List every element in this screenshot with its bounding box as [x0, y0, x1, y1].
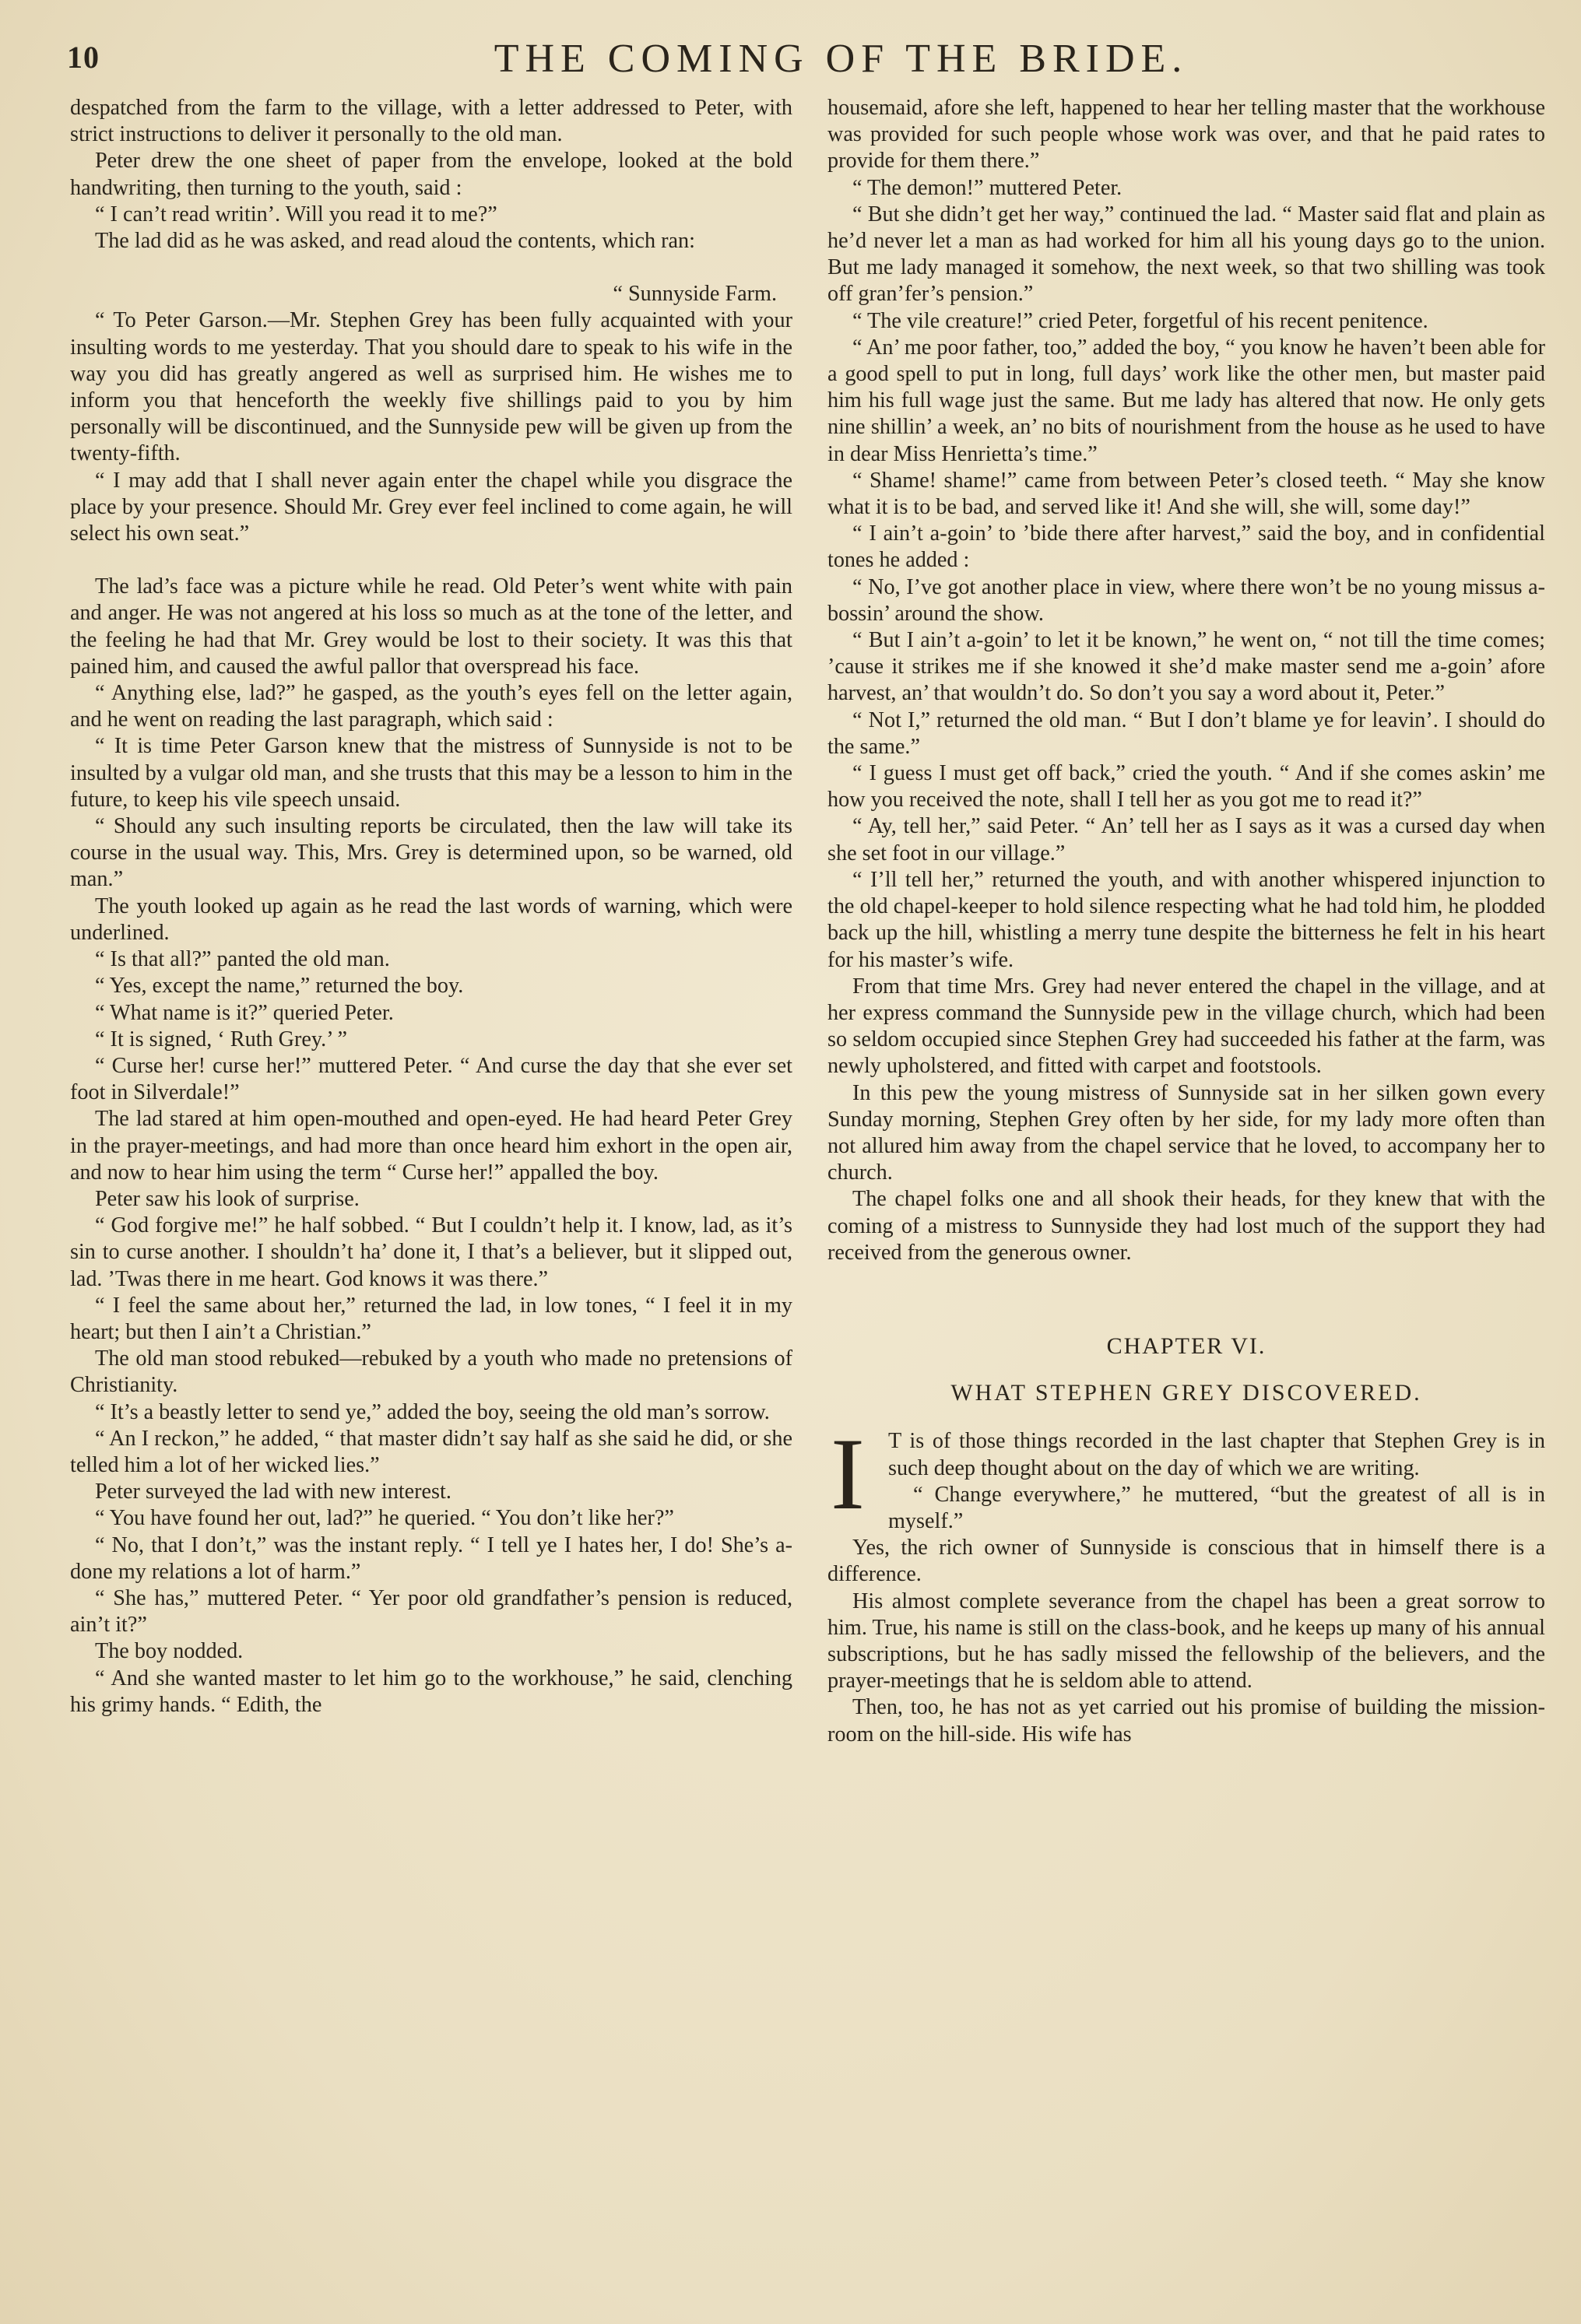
paragraph: “ I guess I must get off back,” cried the youth. “ And if she comes askin’ me how you received the note, shall I tell her as you got me to read it?”: [827, 761, 1545, 813]
paragraph: “ But she didn’t get her way,” continued the lad. “ Master said flat and plain as he’d never let a man as had worked for him all his young days go to the union. But me lady managed it somehow, the next week, so that two shilling was took off gran’fer’s pension.”: [827, 202, 1545, 307]
paragraph: In this pew the young mistress of Sunnyside sat in her silken gown every Sunday morning, Stephen Grey often by her side, for my lady more often than not allured him away from the chapel service that he loved, to accompany her to church.: [827, 1080, 1545, 1185]
paragraph: “ God forgive me!” he half sobbed. “ But I couldn’t help it. I know, lad, as it’s sin to curse another. I shouldn’t ha’ done it, I that’s a believer, but it slipped out, lad. ’Twas there in me heart. God knows it was there.”: [70, 1213, 792, 1291]
paragraph: From that time Mrs. Grey had never entered the chapel in the village, and at her express command the Sunnyside pew in the village church, which had been so seldom occupied since Stephen Grey had succeeded his father at the farm, was newly upholstered, and fitted with carpet and footstools.: [827, 974, 1545, 1079]
letter-address: “ Sunnyside Farm.: [613, 282, 777, 307]
paragraph: “ It is signed, ‘ Ruth Grey.’ ”: [95, 1027, 348, 1051]
paragraph: The boy nodded.: [95, 1639, 244, 1664]
paragraph: The lad’s face was a picture while he read. Old Peter’s went white with pain and anger. He was not angered at his loss so much as at the tone of the letter, and the feeling he had that Mr. Grey would be lost to their society. It was this that pained him, and caused the awful pallor that overspread his face.: [70, 574, 792, 679]
paragraph: “ And she wanted master to let him go to the workhouse,” he said, clenching his grimy hands. “ Edith, the: [70, 1666, 792, 1717]
paragraph: “ But I ain’t a-goin’ to let it be known,” he went on, “ not till the time comes; ’cause it strikes me if she knowed it she’d make master send me a-goin’ afore harvest, an’ that wouldn’t do. So don’t you say a word about it, Peter.”: [827, 628, 1545, 706]
paragraph: “ I’ll tell her,” returned the youth, and with another whispered injunction to the old chapel-keeper to hold silence respecting what he had told him, he plodded back up the hill, whistling a merry tune despite the bitterness he felt in his heart for his master’s wife.: [827, 867, 1545, 972]
paragraph: “ The demon!” muttered Peter.: [852, 175, 1123, 200]
paragraph: “ Ay, tell her,” said Peter. “ An’ tell her as I says as it was a cursed day when she set foot in our village.”: [827, 814, 1545, 865]
opening-text: T is of those things recorded in the last chapter that Stephen Grey is in such deep thought about on the day of which we are writing.: [888, 1429, 1545, 1480]
paragraph: “ An’ me poor father, too,” added the boy, “ you know he haven’t been able for a good spell to put in long, full days’ work like the other men, but master paid him his full wage just the same. But me lady has altered that now. He only gets nine shillin’ a week, an’ no bits of nourishment from the house as he used to have in dear Miss Henrietta’s time.”: [827, 335, 1545, 466]
paragraph: “ I ain’t a-goin’ to ’bide there after harvest,” said the boy, and in confidential tones he added :: [827, 521, 1545, 573]
paragraph: Then, too, he has not as yet carried out his promise of building the mission-room on the hill-side. His wife has: [827, 1695, 1545, 1747]
paragraph: “ I feel the same about her,” returned the lad, in low tones, “ I feel it in my heart; but then I ain’t a Christian.”: [70, 1293, 792, 1344]
paragraph: “ The vile creature!” cried Peter, forgetful of his recent penitence.: [852, 308, 1428, 333]
paragraph: His almost complete severance from the chapel has been a great sorrow to him. True, his name is still on the class-book, and he keeps up many of his annual subscriptions, but he has sadly missed the fellowship of the believers, and the prayer-meetings that he is seldom able to attend.: [827, 1589, 1545, 1694]
paragraph: “ Anything else, lad?” he gasped, as the youth’s eyes fell on the letter again, and he went on reading the last paragraph, which said :: [70, 681, 792, 732]
paragraph: “ Yes, except the name,” returned the boy.: [95, 974, 464, 999]
paragraph: “ It is time Peter Garson knew that the mistress of Sunnyside is not to be insulted by a vulgar old man, and she trusts that this may be a lesson to him in the future, to keep his vile speech unsaid.: [70, 734, 792, 812]
left-column: [70, 95, 792, 1718]
paragraph: The lad stared at him open-mouthed and open-eyed. He had heard Peter Grey in the prayer-meetings, and had more than once heard him exhort in the open air, and now to hear him using the term “ Curse her!” appalled the boy.: [70, 1107, 792, 1185]
paragraph: Yes, the rich owner of Sunnyside is conscious that in himself there is a difference.: [827, 1536, 1545, 1587]
paragraph: The old man stood rebuked—rebuked by a youth who made no pretensions of Christianity.: [70, 1346, 792, 1398]
paragraph: “ An I reckon,” he added, “ that master didn’t say half as she said he did, or she telled him a lot of her wicked lies.”: [70, 1426, 792, 1477]
paragraph: “ Change everywhere,” he muttered, “but the greatest of all is in myself.”: [888, 1482, 1545, 1533]
paragraph: “ You have found her out, lad?” he queried. “ You don’t like her?”: [95, 1506, 674, 1531]
letter-paragraph: “ To Peter Garson.—Mr. Stephen Grey has been fully acquainted with your insulting words to me yesterday. That you should dare to speak to his wife in the way you did has greatly angered as well as surprised him. He wishes me to inform you that henceforth the weekly five shillings paid to you by him personally will be discontinued, and the Sunnyside pew will be given up from the twenty-fifth.: [70, 308, 792, 466]
paragraph: “ Should any such insulting reports be circulated, then the law will take its course in the usual way. This, Mrs. Grey is determined upon, so be warned, old man.”: [70, 814, 792, 892]
right-column: [827, 95, 1545, 1748]
page-number: 10: [67, 40, 100, 75]
paragraph: “ No, that I don’t,” was the instant reply. “ I tell ye I hates her, I do! She’s a-done my relations a lot of harm.”: [70, 1532, 792, 1584]
paragraph: “ I can’t read writin’. Will you read it to me?”: [95, 202, 497, 226]
paragraph: “ Curse her! curse her!” muttered Peter. “ And curse the day that she ever set foot in Silverdale!”: [70, 1053, 792, 1105]
paragraph: “ What name is it?” queried Peter.: [95, 1000, 394, 1025]
letter-paragraph: “ I may add that I shall never again enter the chapel while you disgrace the place by your presence. Should Mr. Grey ever feel inclined to come again, he will select his own seat.”: [70, 468, 792, 546]
paragraph: “ She has,” muttered Peter. “ Yer poor old grandfather’s pension is reduced, ain’t it?”: [70, 1585, 792, 1638]
page-header: [0, 31, 1581, 93]
paragraph: “ Is that all?” panted the old man.: [95, 947, 390, 972]
paragraph: The chapel folks one and all shook their heads, for they knew that with the coming of a mistress to Sunnyside they had lost much of the support they had received from the generous owner.: [827, 1187, 1545, 1265]
paragraph: “ It’s a beastly letter to send ye,” added the boy, seeing the old man’s sorrow.: [95, 1399, 770, 1424]
paragraph: Peter saw his look of surprise.: [95, 1186, 360, 1211]
paragraph: Peter surveyed the lad with new interest.: [95, 1480, 451, 1504]
paragraph: The lad did as he was asked, and read aloud the contents, which ran:: [95, 229, 695, 254]
running-title: THE COMING OF THE BRIDE.: [494, 37, 1189, 81]
paragraph: “ Not I,” returned the old man. “ But I don’t blame ye for leavin’. I should do the same.”: [827, 707, 1545, 759]
chapter-heading: [827, 1333, 1545, 1406]
paragraph: Peter drew the one sheet of paper from the envelope, looked at the bold handwriting, then turning to the youth, said :: [70, 149, 792, 200]
paragraph: “ No, I’ve got another place in view, where there won’t be no young missus a-bossin’ around the show.: [827, 574, 1545, 626]
drop-cap: I: [831, 1417, 865, 1532]
paragraph: housemaid, afore she left, happened to hear her telling master that the workhouse was provided for such people whose work was over, and that he paid rates to provide for them there.”: [827, 96, 1545, 174]
paragraph: The youth looked up again as he read the last words of warning, which were underlined.: [70, 893, 792, 945]
chapter-number: CHAPTER VI.: [1106, 1332, 1267, 1359]
paragraph: “ Shame! shame!” came from between Peter’s closed teeth. “ May she know what it is to be bad, and served like it! And she will, she will, some day!”: [827, 468, 1545, 520]
chapter-title: WHAT STEPHEN GREY DISCOVERED.: [950, 1380, 1422, 1406]
paragraph: despatched from the farm to the village, with a letter addressed to Peter, with strict instructions to deliver it personally to the old man.: [70, 96, 792, 147]
